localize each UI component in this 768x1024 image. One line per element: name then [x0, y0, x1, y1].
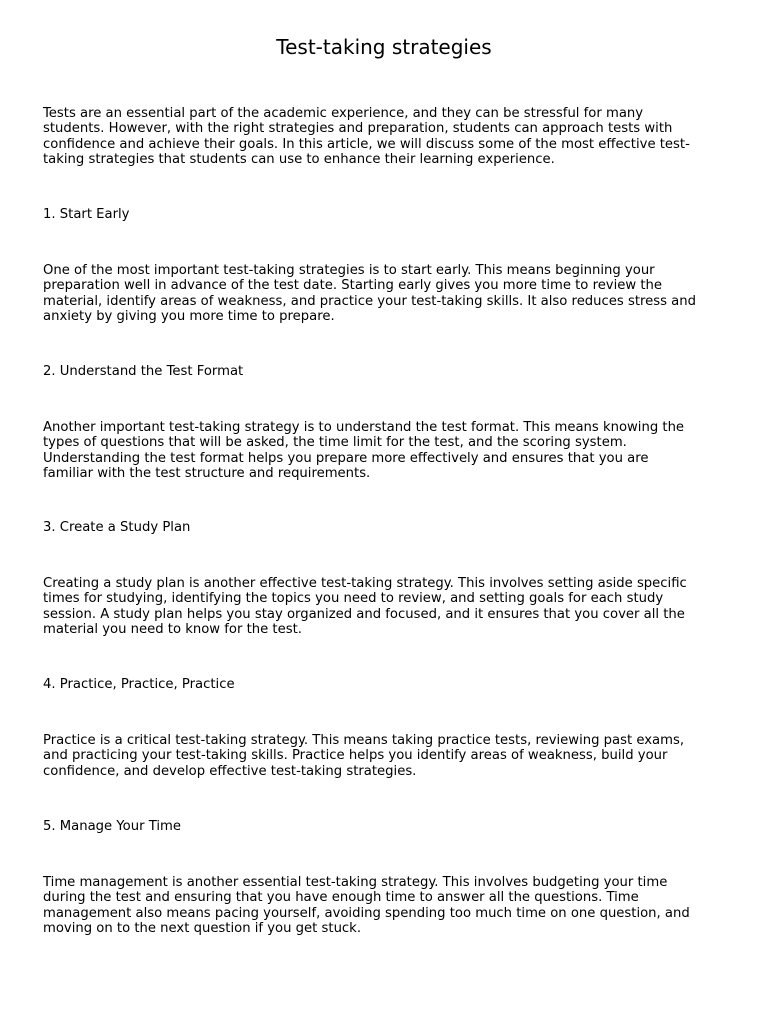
- paragraph-line: times for studying, identifying the topics you need to review, and setting goals for each study: [43, 591, 664, 607]
- paragraph-line: Practice is a critical test-taking strategy. This means taking practice tests, reviewing past exams,: [43, 733, 685, 748]
- paragraph-line: moving on to the next question if you get stuck.: [43, 920, 362, 936]
- section-paragraph-test-format: [43, 420, 733, 481]
- paragraph-line: One of the most important test-taking strategies is to start early. This means beginning your: [43, 263, 655, 278]
- paragraph-line: Understanding the test format helps you prepare more effectively and ensures that you are: [43, 450, 649, 466]
- section-paragraph-start-early: [43, 263, 733, 324]
- paragraph-line: Creating a study plan is another effective test-taking strategy. This involves setting aside specific: [43, 576, 687, 591]
- section-paragraph-study-plan: [43, 576, 733, 637]
- page-title: Test-taking strategies: [276, 35, 492, 59]
- paragraph-line: management also means pacing yourself, avoiding spending too much time on one question, and: [43, 905, 690, 921]
- paragraph-line: preparation well in advance of the test date. Starting early gives you more time to review the: [43, 278, 663, 294]
- paragraph-line: session. A study plan helps you stay organized and focused, and it ensures that you cover all the: [43, 606, 685, 622]
- paragraph-line: during the test and ensuring that you have enough time to answer all the questions. Time: [43, 890, 639, 906]
- paragraph-line: Time management is another essential test-taking strategy. This involves budgeting your time: [43, 875, 668, 890]
- section-paragraph-practice: [43, 733, 733, 779]
- section-heading-study-plan: 3. Create a Study Plan: [43, 520, 191, 535]
- section-heading-manage-time: 5. Manage Your Time: [43, 819, 181, 834]
- paragraph-line: confidence, and develop effective test-taking strategies.: [43, 763, 417, 779]
- paragraph-line: students. However, with the right strategies and preparation, students can approach tests with: [43, 121, 673, 137]
- paragraph-line: material, identify areas of weakness, and practice your test-taking skills. It also reduces stress and: [43, 293, 696, 309]
- section-heading-test-format: 2. Understand the Test Format: [43, 364, 244, 379]
- section-heading-practice: 4. Practice, Practice, Practice: [43, 677, 235, 692]
- paragraph-line: familiar with the test structure and requirements.: [43, 465, 371, 481]
- paragraph-line: taking strategies that students can use to enhance their learning experience.: [43, 151, 555, 167]
- section-heading-start-early: 1. Start Early: [43, 207, 130, 222]
- paragraph-line: Tests are an essential part of the academic experience, and they can be stressful for many: [43, 106, 644, 121]
- paragraph-line: types of questions that will be asked, the time limit for the test, and the scoring system.: [43, 435, 627, 451]
- section-paragraph-manage-time: [43, 875, 733, 936]
- intro-paragraph: [43, 106, 733, 167]
- paragraph-line: confidence and achieve their goals. In this article, we will discuss some of the most effective test-: [43, 136, 690, 152]
- paragraph-line: Another important test-taking strategy is to understand the test format. This means knowing the: [43, 420, 685, 435]
- paragraph-line: and practicing your test-taking skills. Practice helps you identify areas of weakness, build your: [43, 748, 668, 764]
- paragraph-line: material you need to know for the test.: [43, 621, 302, 637]
- paragraph-line: anxiety by giving you more time to prepare.: [43, 308, 335, 324]
